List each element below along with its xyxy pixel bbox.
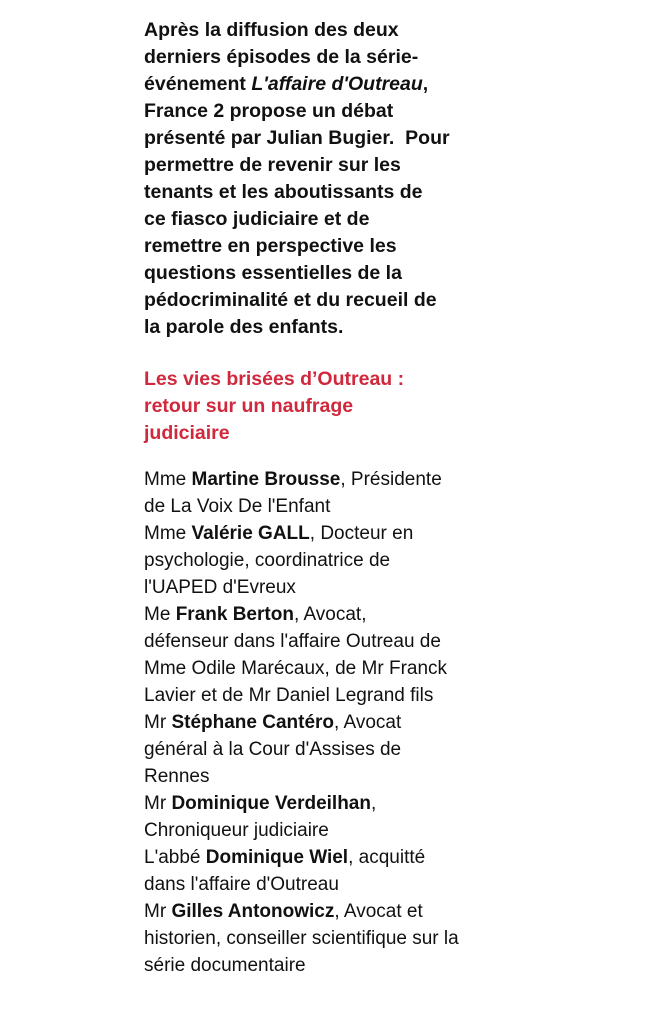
- guest-line: [144, 466, 524, 493]
- heading-line: Les vies brisées d’Outreau :: [144, 368, 405, 390]
- guest-description-line: l'UAPED d'Evreux: [144, 577, 296, 598]
- guest-line: [144, 601, 524, 628]
- intro-line: remettre en perspective les: [144, 235, 397, 257]
- guest-title: Mme: [144, 523, 192, 544]
- guest-description-line: de La Voix De l'Enfant: [144, 496, 331, 517]
- section-heading: [144, 366, 524, 447]
- intro-line: ce fiasco judiciaire et de: [144, 208, 370, 230]
- guest-list: [144, 466, 524, 979]
- guest-line: [144, 520, 524, 547]
- intro-line: la parole des enfants.: [144, 316, 344, 338]
- heading-line: judiciaire: [144, 422, 230, 444]
- guest-title: L'abbé: [144, 847, 206, 868]
- intro-line: Après la diffusion des deux: [144, 19, 399, 41]
- guest-item: [144, 466, 524, 520]
- guest-name: Valérie GALL: [191, 523, 310, 544]
- guest-line: [144, 844, 524, 871]
- guest-name: Frank Berton: [175, 604, 294, 625]
- guest-item: [144, 898, 524, 979]
- guest-item: [144, 790, 524, 844]
- guest-item: [144, 844, 524, 898]
- heading-line: retour sur un naufrage: [144, 395, 354, 417]
- guest-description-line: psychologie, coordinatrice de: [144, 550, 391, 571]
- intro-line: pédocriminalité et du recueil de: [144, 289, 437, 311]
- guest-line: [144, 898, 524, 925]
- guest-role: , Avocat: [334, 712, 402, 733]
- guest-description-line: général à la Cour d'Assises de: [144, 739, 402, 760]
- guest-description-line: Lavier et de Mr Daniel Legrand fils: [144, 685, 434, 706]
- guest-name: Dominique Wiel: [205, 847, 349, 868]
- guest-description-line: Mme Odile Marécaux, de Mr Franck: [144, 658, 448, 679]
- guest-title: Mme: [144, 469, 192, 490]
- intro-text: ,: [422, 73, 429, 95]
- intro-text: événement: [144, 73, 252, 95]
- guest-description-line: défenseur dans l'affaire Outreau de: [144, 631, 441, 652]
- guest-role: ,: [370, 793, 377, 814]
- guest-description-line: série documentaire: [144, 955, 306, 976]
- guest-description-line: Rennes: [144, 766, 210, 787]
- guest-description-line: Chroniqueur judiciaire: [144, 820, 329, 841]
- guest-role: , Docteur en: [309, 523, 414, 544]
- guest-description-line: historien, conseiller scientifique sur la: [144, 928, 459, 949]
- intro-line: [144, 71, 524, 98]
- intro-line: présenté par Julian Bugier. Pour: [144, 127, 450, 149]
- intro-line: derniers épisodes de la série-: [144, 46, 419, 68]
- guest-name: Martine Brousse: [191, 469, 341, 490]
- guest-line: [144, 709, 524, 736]
- guest-title: Me: [144, 604, 176, 625]
- guest-role: , Présidente: [340, 469, 442, 490]
- guest-role: , Avocat,: [293, 604, 367, 625]
- guest-description-line: dans l'affaire d'Outreau: [144, 874, 339, 895]
- series-title: L'affaire d'Outreau: [251, 73, 423, 95]
- guest-title: Mr: [144, 712, 172, 733]
- guest-name: Dominique Verdeilhan: [171, 793, 371, 814]
- guest-item: [144, 520, 524, 601]
- intro-paragraph: [144, 17, 524, 341]
- intro-line: questions essentielles de la: [144, 262, 402, 284]
- intro-line: tenants et les aboutissants de: [144, 181, 423, 203]
- guest-title: Mr: [144, 793, 172, 814]
- guest-role: , acquitté: [348, 847, 426, 868]
- guest-role: , Avocat et: [334, 901, 423, 922]
- guest-name: Stéphane Cantéro: [171, 712, 335, 733]
- guest-line: [144, 790, 524, 817]
- intro-line: permettre de revenir sur les: [144, 154, 401, 176]
- intro-line: France 2 propose un débat: [144, 100, 394, 122]
- guest-name: Gilles Antonowicz: [171, 901, 335, 922]
- guest-title: Mr: [144, 901, 172, 922]
- guest-item: [144, 601, 524, 709]
- guest-item: [144, 709, 524, 790]
